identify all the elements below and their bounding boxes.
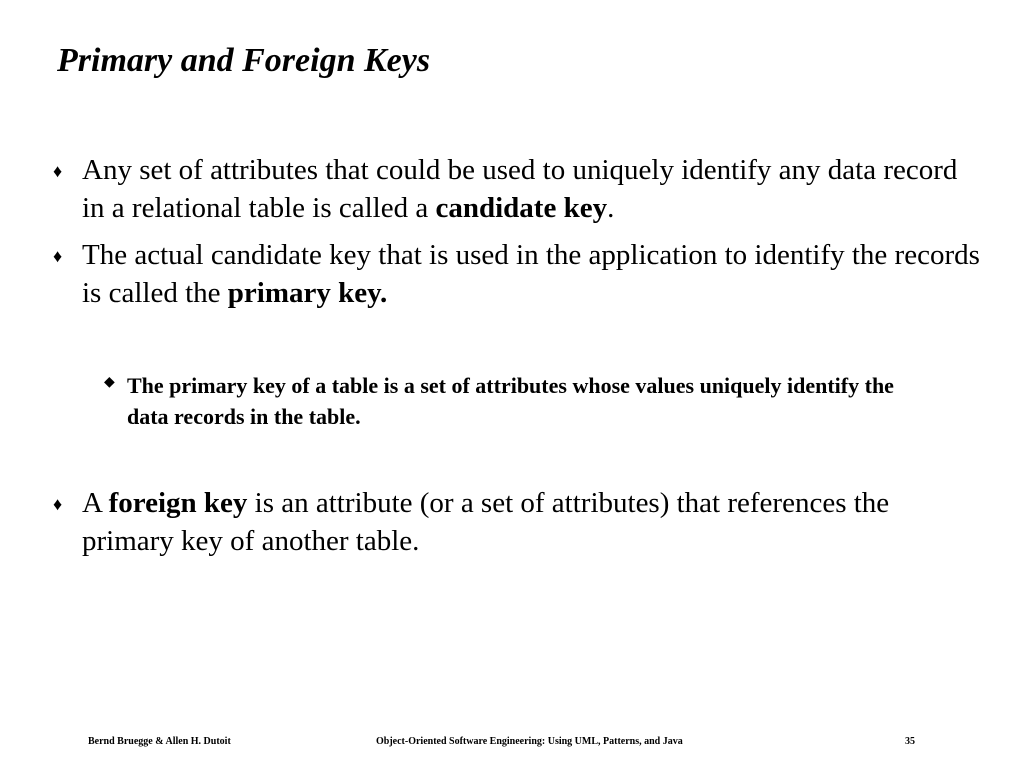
bullet-text-part: Any set of attributes that could be used to uniquely identify any data record in a relational table is called a [82, 154, 958, 224]
subbullet-text: The primary key of a table is a set of attributes whose values uniquely identify the data records in the table. [127, 373, 894, 429]
term-candidate-key: candidate key [435, 192, 608, 224]
diamond-bullet-icon: ♦ [53, 161, 63, 181]
term-foreign-key: foreign key [108, 487, 248, 519]
bullet-text [82, 484, 982, 560]
bullet-text [82, 236, 982, 312]
diamond-bullet-icon: ♦ [53, 246, 63, 266]
bullet-text-part: A [82, 487, 109, 519]
bullet-text-part: is an attribute (or a set of attributes) that references the primary key of another table. [82, 487, 890, 557]
bullet-text [82, 151, 982, 227]
term-primary-key: primary key. [227, 277, 388, 309]
bullet-text-part: The actual candidate key that is used in the application to identify the records is called the [82, 239, 980, 309]
footer-authors: Bernd Bruegge & Allen H. Dutoit [88, 736, 231, 747]
diamond-bullet-icon: ♦ [53, 494, 63, 514]
bullet-text-part: . [607, 192, 615, 224]
footer-book-title: Object-Oriented Software Engineering: Using UML, Patterns, and Java [376, 736, 683, 747]
slide-title: Primary and Foreign Keys [57, 42, 431, 79]
footer-page-number: 35 [905, 736, 915, 747]
diamond-subbullet-icon: ◆ [104, 375, 115, 390]
